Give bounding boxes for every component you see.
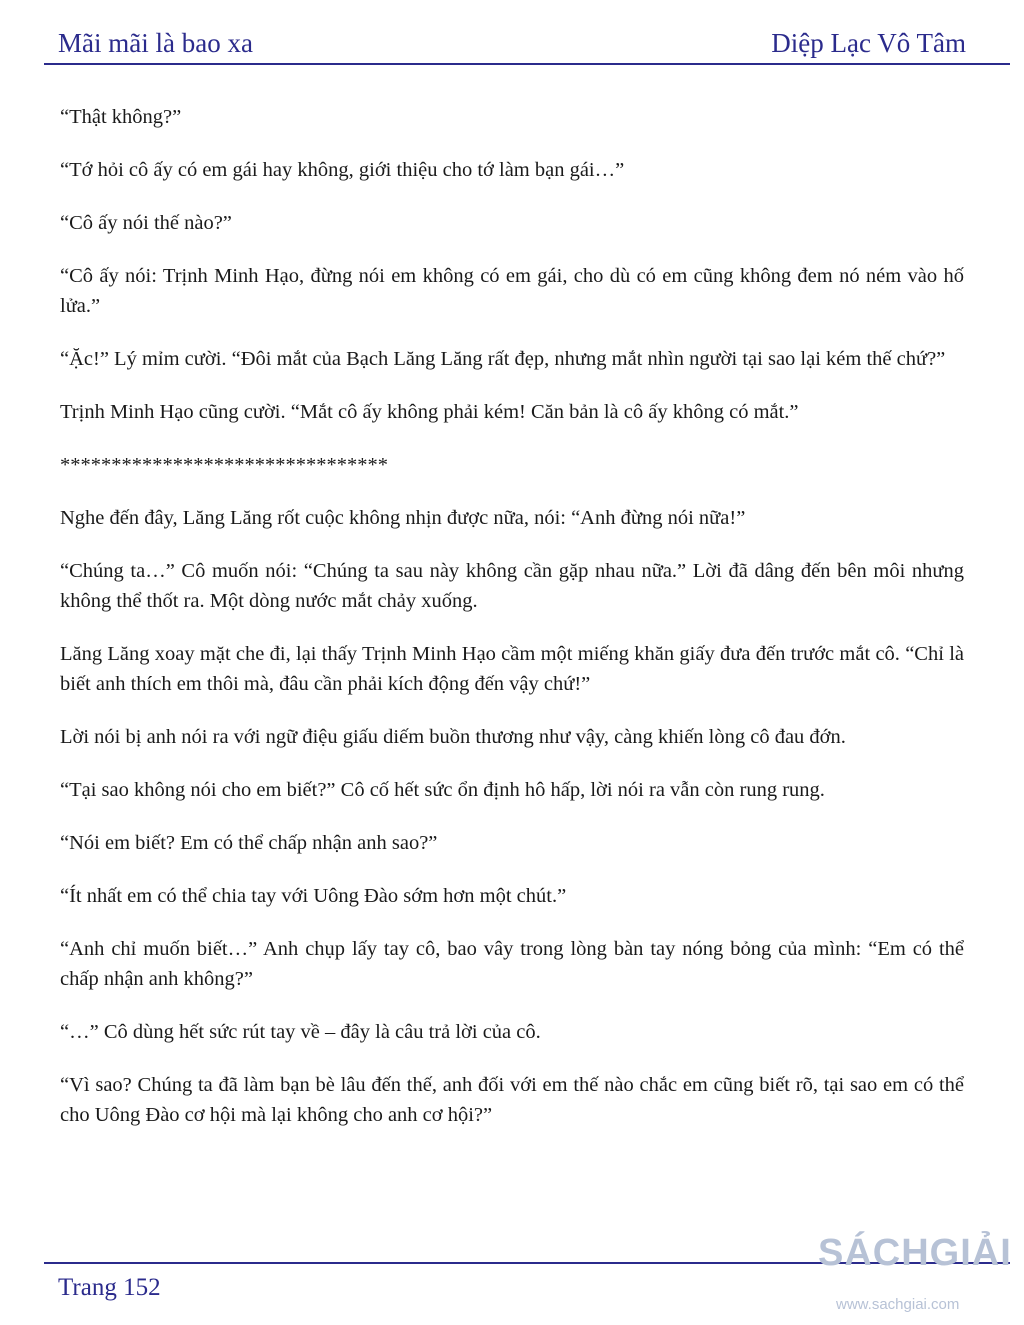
- watermark-logo: [818, 1232, 1018, 1322]
- paragraph: Nghe đến đây, Lăng Lăng rốt cuộc không nhịn được nữa, nói: “Anh đừng nói nữa!”: [60, 507, 746, 529]
- paragraph: Trịnh Minh Hạo cũng cười. “Mắt cô ấy không phải kém! Căn bản là cô ấy không có mắt.”: [60, 401, 799, 423]
- paragraph: Lăng Lăng xoay mặt che đi, lại thấy Trịnh Minh Hạo cầm một miếng khăn giấy đưa đến trước mắt cô. “Chỉ là biết anh thích em thôi mà, đâu cần phải kích động đến vậy chứ!”: [60, 643, 964, 695]
- paragraph: “Vì sao? Chúng ta đã làm bạn bè lâu đến thế, anh đối với em thế nào chắc em cũng biết rõ, tại sao em có thể cho Uông Đào cơ hội mà lại không cho anh cơ hội?”: [60, 1074, 964, 1126]
- paragraph: “Tớ hỏi cô ấy có em gái hay không, giới thiệu cho tớ làm bạn gái…”: [60, 159, 625, 181]
- page-number: Trang 152: [58, 1274, 161, 1301]
- paragraph: “…” Cô dùng hết sức rút tay về – đây là câu trả lời của cô.: [60, 1021, 541, 1043]
- watermark-brand: SÁCHGIẢI: [818, 1232, 1012, 1274]
- paragraph: “Chúng ta…” Cô muốn nói: “Chúng ta sau này không cần gặp nhau nữa.” Lời đã dâng đến bên môi nhưng không thể thốt ra. Một dòng nước mắt chảy xuống.: [60, 560, 964, 612]
- page-header: [58, 26, 966, 60]
- paragraph: “Ặc!” Lý mỉm cười. “Đôi mắt của Bạch Lăng Lăng rất đẹp, nhưng mắt nhìn người tại sao lại kém thế chứ?”: [60, 348, 946, 370]
- watermark-url: www.sachgiai.com: [836, 1296, 960, 1313]
- page-body: [60, 102, 964, 1153]
- paragraph: “Cô ấy nói: Trịnh Minh Hạo, đừng nói em không có em gái, cho dù có em cũng không đem nó ném vào hố lửa.”: [60, 265, 964, 317]
- header-divider: [44, 63, 1010, 65]
- paragraph: “Tại sao không nói cho em biết?” Cô cố hết sức ổn định hô hấp, lời nói ra vẫn còn rung rung.: [60, 779, 825, 801]
- paragraph: “Thật không?”: [60, 106, 182, 128]
- author-name: Diệp Lạc Vô Tâm: [771, 28, 966, 58]
- paragraph: “Nói em biết? Em có thể chấp nhận anh sao?”: [60, 832, 438, 854]
- book-title: Mãi mãi là bao xa: [58, 28, 253, 58]
- paragraph: “Ít nhất em có thể chia tay với Uông Đào sớm hơn một chút.”: [60, 885, 567, 907]
- scene-separator: ********************************: [60, 454, 388, 476]
- paragraph: “Anh chỉ muốn biết…” Anh chụp lấy tay cô, bao vây trong lòng bàn tay nóng bỏng của mình: “Em có thể chấp nhận anh không?”: [60, 938, 964, 990]
- paragraph: Lời nói bị anh nói ra với ngữ điệu giấu diếm buồn thương như vậy, càng khiến lòng cô đau đớn.: [60, 726, 846, 748]
- paragraph: “Cô ấy nói thế nào?”: [60, 212, 232, 234]
